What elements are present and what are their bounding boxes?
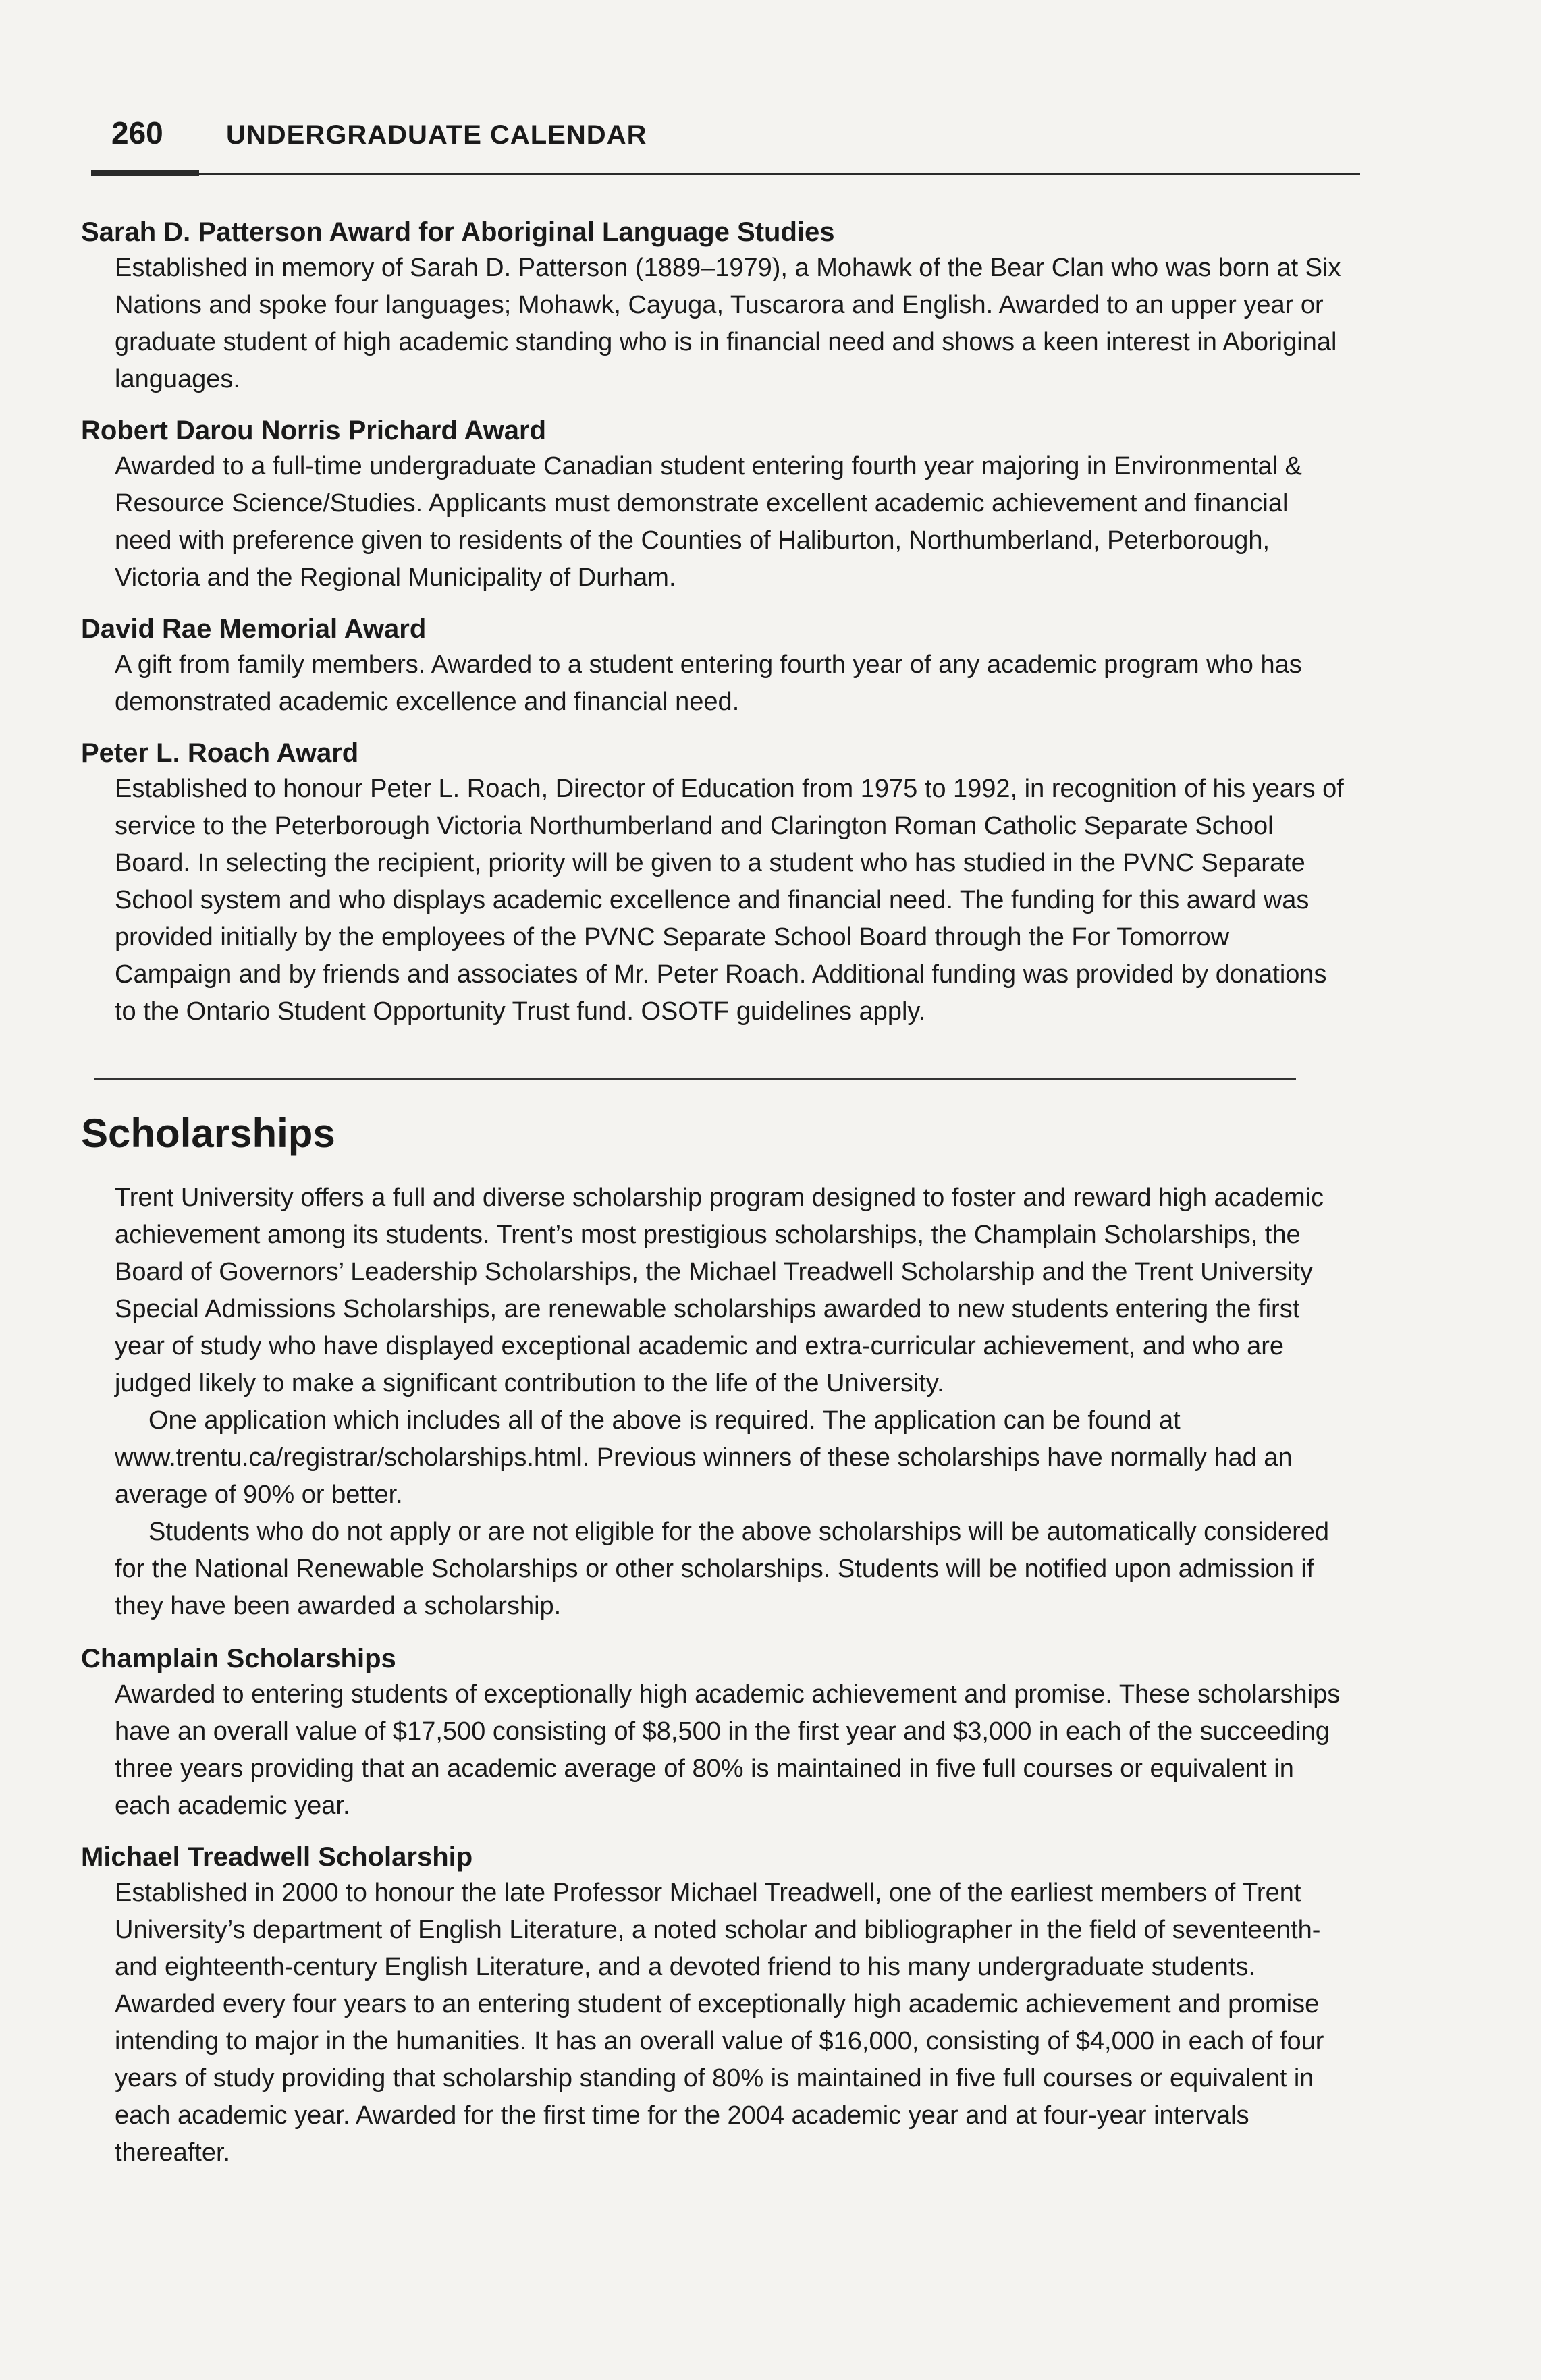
award-entry: [81, 215, 1350, 398]
award-title: David Rae Memorial Award: [81, 614, 427, 644]
scholarship-title: Michael Treadwell Scholarship: [81, 1842, 473, 1872]
award-description: Established to honour Peter L. Roach, Director of Education from 1975 to 1992, in recognition of his years of service to the Peterborough Victoria Northumberland and Clarington Roman Catholic Separate School Board. In selecting the recipient, priority will be given to a student who has studied in the PVNC Separate School system and who displays academic excellence and financial need. The funding for this award was provided initially by the employees of the PVNC Separate School Board through the For Tomorrow Campaign and by friends and associates of Mr. Peter Roach. Additional funding was provided by donations to the Ontario Student Opportunity Trust fund. OSOTF guidelines apply.: [115, 775, 1344, 1026]
page-content: [81, 215, 1350, 2186]
award-entry: [81, 736, 1350, 1030]
scholarship-entry: [81, 1839, 1350, 2171]
page-number: 260: [111, 115, 163, 150]
award-title: Peter L. Roach Award: [81, 738, 359, 768]
award-title: Robert Darou Norris Prichard Award: [81, 416, 547, 445]
award-entry: [81, 413, 1350, 597]
scholarship-description: Awarded to entering students of exceptionally high academic achievement and promise. These scholarships have an overall value of $17,500 consisting of $8,500 in the first year and $3,000 in each of the succeeding three years providing that an academic average of 80% is maintained in five full courses or equivalent in each academic year.: [115, 1680, 1341, 1820]
award-entry: [81, 611, 1350, 721]
section-divider: [94, 1078, 1296, 1080]
scholarship-description: Established in 2000 to honour the late Professor Michael Treadwell, one of the earliest members of Trent University’s department of English Literature, a noted scholar and bibliographer in the field of seventeenth-and eighteenth-century English Literature, and a devoted friend to his many undergraduate students. Awarded every four years to an entering student of exceptionally high academic achievement and promise intending to major in the humanities. It has an overall value of $16,000, consisting of $4,000 in each of four years of study providing that scholarship standing of 80% is maintained in five full courses or equivalent in each academic year. Awarded for the first time for the 2004 academic year and at four-year intervals thereafter.: [115, 1879, 1324, 2167]
award-description: Awarded to a full-time undergraduate Canadian student entering fourth year majoring in Environmental & Resource Science/Studies. Applicants must demonstrate excellent academic achievement and financial need with preference given to residents of the Counties of Haliburton, Northumberland, Peterborough, Victoria and the Regional Municipality of Durham.: [115, 452, 1302, 592]
section-heading: Scholarships: [81, 1111, 335, 1156]
intro-paragraph: One application which includes all of the above is required. The application can be found at www.trentu.ca/registrar/scholarships.html. Previous winners of these scholarships have normally had an average of 90% or better.: [115, 1406, 1293, 1509]
intro-paragraph: Students who do not apply or are not eligible for the above scholarships will be automatically considered for the National Renewable Scholarships or other scholarships. Students will be notified upon admission if they have been awarded a scholarship.: [115, 1518, 1330, 1620]
award-title: Sarah D. Patterson Award for Aboriginal Language Studies: [81, 217, 835, 247]
page-header: [111, 115, 1347, 179]
award-description: A gift from family members. Awarded to a student entering fourth year of any academic program who has demonstrated academic excellence and financial need.: [115, 651, 1302, 716]
running-head: UNDERGRADUATE CALENDAR: [226, 120, 647, 150]
scholarship-title: Champlain Scholarships: [81, 1644, 396, 1673]
scholarships-intro: [81, 1180, 1350, 1625]
award-description: Established in memory of Sarah D. Patterson (1889–1979), a Mohawk of the Bear Clan who was born at Six Nations and spoke four languages; Mohawk, Cayuga, Tuscarora and English. Awarded to an upper year or graduate student of high academic standing who is in financial need and shows a keen interest in Aboriginal languages.: [115, 254, 1341, 393]
header-rule: [91, 173, 1360, 175]
scholarship-entry: [81, 1641, 1350, 1825]
header-bar: [91, 170, 199, 176]
intro-paragraph: Trent University offers a full and diverse scholarship program designed to foster and reward high academic achievement among its students. Trent’s most prestigious scholarships, the Champlain Scholarships, the Board of Governors’ Leadership Scholarships, the Michael Treadwell Scholarship and the Trent University Special Admissions Scholarships, are renewable scholarships awarded to new students entering the first year of study who have displayed exceptional academic and extra-curricular achievement, and who are judged likely to make a significant contribution to the life of the University.: [115, 1184, 1324, 1397]
